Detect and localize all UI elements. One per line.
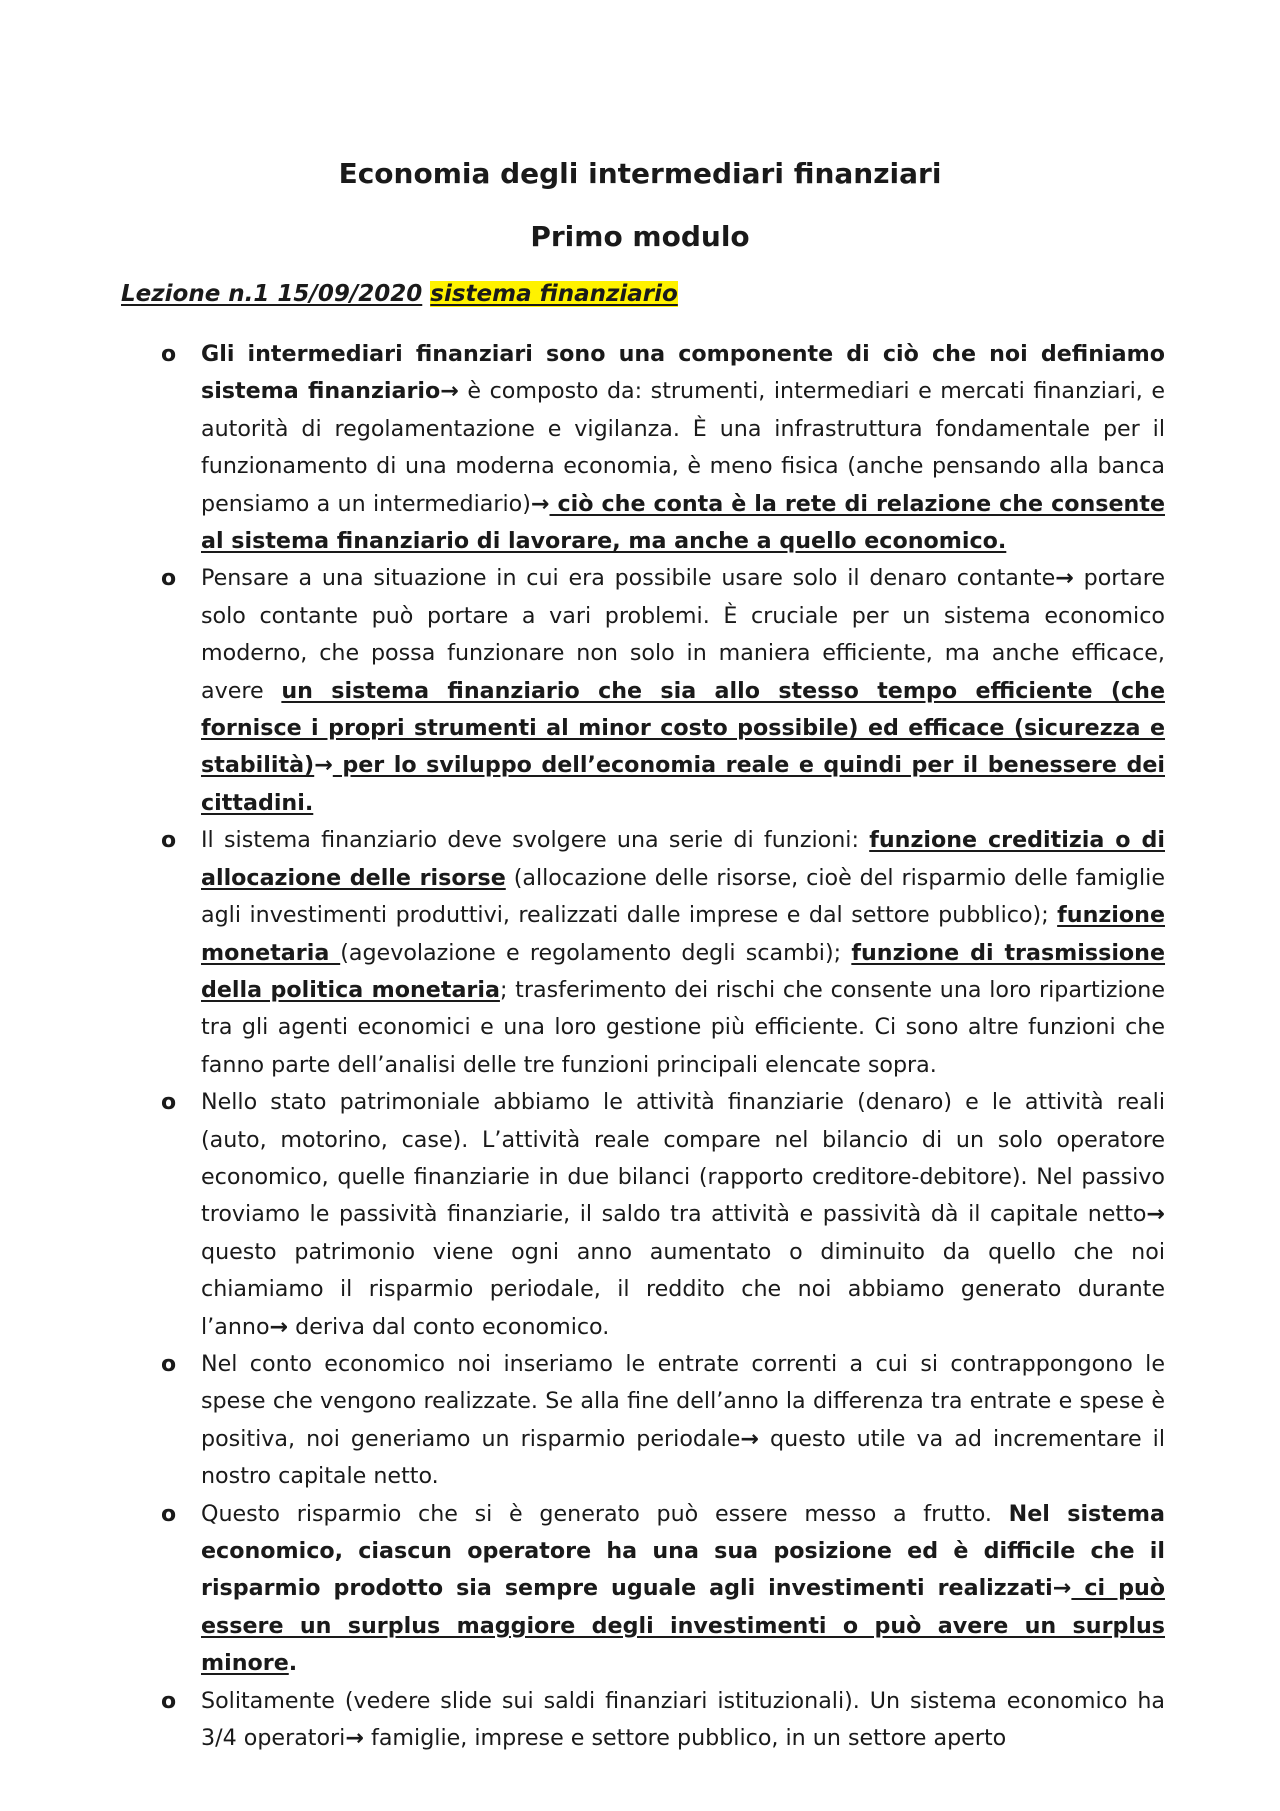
bullet-text: è composto da: strumenti, intermediari e mercati finanziari, e autorità di regolamentazione e vigilanza. È una infrastruttura fondamentale per il funzionamento di una moderna economia, è meno fisica (anche pensando alla banca pensiamo a un intermediario) <box>201 378 1165 517</box>
document-subtitle: Primo modulo <box>530 220 750 253</box>
bullet-text: Solitamente (vedere slide sui saldi finanziari istituzionali). Un sistema economico ha 3/4 operatori <box>201 1687 1165 1752</box>
document-title: Economia degli intermediari finanziari <box>338 157 942 190</box>
bullet-text-emphasis: funzione di trasmissione della politica monetaria <box>201 939 1166 1003</box>
bullet-text-emphasis: per lo sviluppo dell’economia reale e quindi per il benessere dei cittadini. <box>201 752 1165 816</box>
bullet-text: (allocazione delle risorse, cioè del risparmio delle famiglie agli investimenti produttivi, realizzati dalle imprese e dal settore pubblico); <box>201 864 1165 929</box>
arrow-icon: → <box>345 1725 364 1752</box>
bullet-marker: o <box>161 828 177 854</box>
arrow-icon: → <box>314 752 333 779</box>
bullet-text: questo patrimonio viene ogni anno aumentato o diminuito da quello che noi chiamiamo il risparmio periodale, il reddito che noi abbiamo generato durante l’anno <box>201 1238 1165 1340</box>
list-item <box>0 336 1165 560</box>
arrow-icon: → <box>269 1313 289 1340</box>
bullet-text: famiglie, imprese e settore pubblico, in un settore aperto <box>363 1725 1007 1752</box>
bullet-marker: o <box>161 1351 177 1377</box>
bullet-text: questo utile va ad incrementare il nostro capitale netto. <box>201 1425 1165 1490</box>
list-item <box>0 822 1165 1084</box>
bullet-text: (agevolazione e regolamento degli scambi); <box>340 939 852 966</box>
bullet-text: Questo risparmio che si è generato può essere messo a frutto. <box>201 1500 1009 1527</box>
arrow-icon: → <box>1146 1201 1165 1228</box>
bullet-text-bold: Nel sistema economico, ciascun operatore ha una sua posizione ed è difficile che il risparmio prodotto sia sempre uguale agli investimenti realizzati <box>201 1500 1165 1602</box>
bullet-text: deriva dal conto economico. <box>288 1313 610 1340</box>
bullet-text-emphasis: ci può essere un surplus maggiore degli investimenti o può avere un surplus minore <box>201 1575 1165 1677</box>
list-item <box>0 1346 1165 1496</box>
arrow-icon: → <box>440 378 459 405</box>
bullet-text: portare solo contante può portare a vari problemi. È cruciale per un sistema economico moderno, che possa funzionare non solo in maniera efficiente, ma anche efficace, avere <box>201 565 1165 704</box>
bullet-text-emphasis: funzione monetaria <box>201 902 1165 966</box>
bullet-text-bold: Gli intermediari finanziari sono una componente di ciò che noi definiamo sistema finanziario <box>201 341 1165 405</box>
bullet-text-emphasis: ciò che conta è la rete di relazione che consente al sistema finanziario di lavorare, ma anche a quello economico. <box>201 490 1165 555</box>
arrow-icon: → <box>1052 1575 1072 1602</box>
lesson-topic: sistema finanziario <box>430 281 678 307</box>
list-item <box>0 1496 1165 1683</box>
bullet-marker: o <box>161 342 177 367</box>
arrow-icon: → <box>1055 565 1074 592</box>
list-item <box>0 560 1165 822</box>
bullet-text-bold: . <box>288 1650 298 1677</box>
bullet-list <box>0 336 1280 1757</box>
lesson-heading <box>121 281 678 307</box>
bullet-text: Nello stato patrimoniale abbiamo le attività finanziarie (denaro) e le attività reali (auto, motorino, case). L’attività reale compare nel bilancio di un solo operatore economico, quelle finanziarie in due bilanci (rapporto creditore-debitore). Nel passivo troviamo le passività finanziarie, il saldo tra attività e passività dà il capitale netto <box>201 1089 1165 1228</box>
lesson-label: Lezione n.1 15/09/2020 <box>121 281 423 307</box>
bullet-marker: o <box>161 1090 177 1116</box>
bullet-text: ; trasferimento dei rischi che consente una loro ripartizione tra gli agenti economici e una loro gestione più efficiente. Ci sono altre funzioni che fanno parte dell’analisi delle tre funzioni principali elencate sopra. <box>201 976 1165 1078</box>
bullet-marker: o <box>161 566 177 592</box>
arrow-icon: → <box>530 490 550 517</box>
list-item <box>0 1084 1165 1346</box>
list-item <box>0 1683 1165 1758</box>
bullet-marker: o <box>161 1501 177 1527</box>
arrow-icon: → <box>740 1425 759 1452</box>
bullet-text: Pensare a una situazione in cui era possibile usare solo il denaro contante <box>201 565 1056 592</box>
bullet-text: Il sistema finanziario deve svolgere una serie di funzioni: <box>201 827 870 854</box>
bullet-marker: o <box>161 1688 177 1714</box>
bullet-text-emphasis: un sistema finanziario che sia allo stesso tempo efficiente (che fornisce i propri strumenti al minor costo possibile) ed efficace (sicurezza e stabilità) <box>201 677 1165 779</box>
bullet-text: Nel conto economico noi inseriamo le entrate correnti a cui si contrappongono le spese che vengono realizzate. Se alla fine dell’anno la differenza tra entrate e spese è positiva, noi generiamo un risparmio periodale <box>201 1350 1165 1452</box>
bullet-text-emphasis: funzione creditizia o di allocazione delle risorse <box>201 827 1165 891</box>
